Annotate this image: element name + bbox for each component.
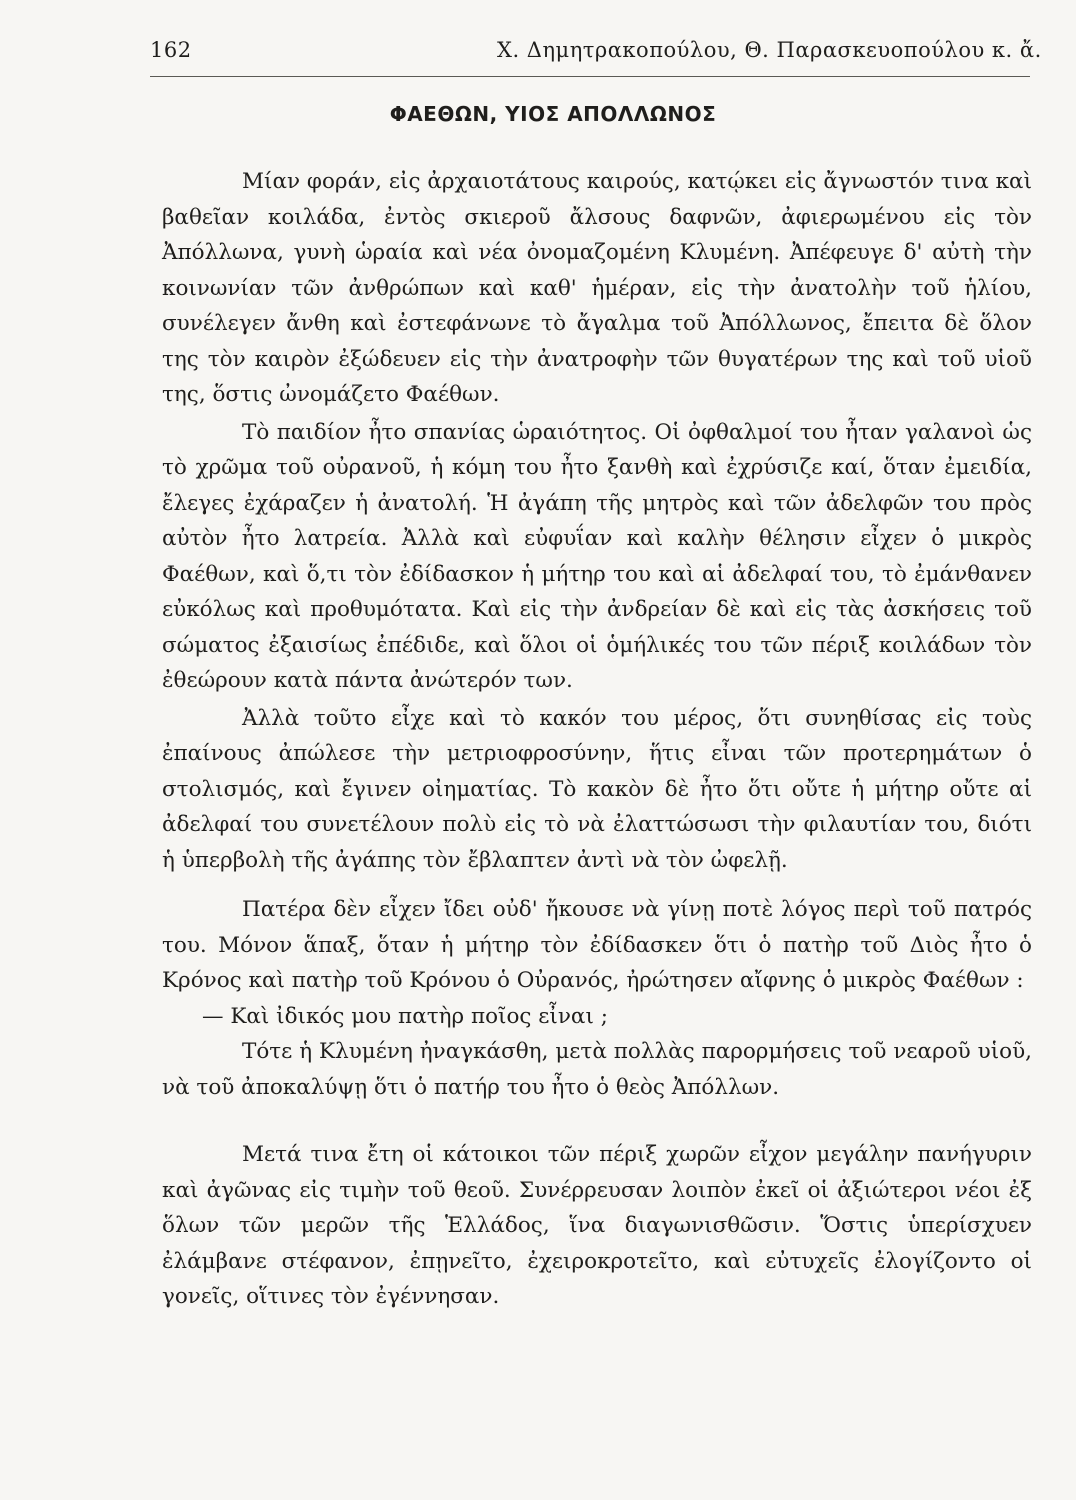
- body-text: [162, 164, 1032, 1315]
- running-head: [150, 38, 1042, 74]
- paragraph: Μίαν φοράν, εἰς ἀρχαιοτάτους καιρούς, κατῴκει εἰς ἄγνωστόν τινα καὶ βαθεῖαν κοιλάδα, ἐντὸς σκιεροῦ ἄλσους δαφνῶν, ἀφιερωμένου εἰς τὸν Ἀπόλλωνα, γυνὴ ὡραία καὶ νέα ὀνομαζομένη Κλυμένη. Ἀπέφευγε δ' αὐτὴ τὴν κοινωνίαν τῶν ἀνθρώπων καὶ καθ' ἡμέραν, εἰς τὴν ἀνατολὴν τοῦ ἡλίου, συνέλεγεν ἄνθη καὶ ἐστεφάνωνε τὸ ἄγαλμα τοῦ Ἀπόλλωνος, ἔπειτα δὲ ὅλον της τὸν καιρὸν ἐξώδευεν εἰς τὴν ἀνατροφὴν τῶν θυγατέρων της καὶ τοῦ υἱοῦ της, ὅστις ὠνομάζετο Φαέθων.: [162, 169, 1032, 407]
- paragraph: Ἀλλὰ τοῦτο εἶχε καὶ τὸ κακόν του μέρος, ὅτι συνηθίσας εἰς τοὺς ἐπαίνους ἀπώλεσε τὴν μετριοφροσύνην, ἥτις εἶναι τῶν προτερημάτων ὁ στολισμός, καὶ ἔγινεν οἰηματίας. Τὸ κακὸν δὲ ἦτο ὅτι οὔτε ἡ μήτηρ οὔτε αἱ ἀδελφαί του συνετέλουν πολὺ εἰς τὸ νὰ ἐλαττώσωσι τὴν φιλαυτίαν του, διότι ἡ ὑπερβολὴ τῆς ἀγάπης τὸν ἔβλαπτεν ἀντὶ νὰ τὸν ὠφελῇ.: [162, 705, 1032, 873]
- page-number: 162: [150, 38, 192, 62]
- paragraph: Τότε ἡ Κλυμένη ἠναγκάσθη, μετὰ πολλὰς παρορμήσεις τοῦ νεαροῦ υἱοῦ, νὰ τοῦ ἀποκαλύψῃ ὅτι ὁ πατήρ του ἦτο ὁ θεὸς Ἀπόλλων.: [162, 1039, 1032, 1100]
- running-head-title: Χ. Δημητρακοπούλου, Θ. Παρασκευοπούλου κ. ἄ.: [497, 38, 1042, 62]
- dialogue-line: — Καὶ ἰδικός μου πατὴρ ποῖος εἶναι ;: [202, 1003, 608, 1029]
- paragraph: Τὸ παιδίον ἦτο σπανίας ὡραιότητος. Οἱ ὀφθαλμοί του ἦταν γαλανοὶ ὡς τὸ χρῶμα τοῦ οὐρανοῦ, ἡ κόμη του ἦτο ξανθὴ καὶ ἐχρύσιζε καί, ὅταν ἐμειδία, ἔλεγες ἐχάραζεν ἡ ἀνατολή. Ἡ ἀγάπη τῆς μητρὸς καὶ τῶν ἀδελφῶν του πρὸς αὐτὸν ἦτο λατρεία. Ἀλλὰ καὶ εὐφυΐαν καὶ καλὴν θέλησιν εἶχεν ὁ μικρὸς Φαέθων, καὶ ὅ,τι τὸν ἐδίδασκον ἡ μήτηρ του καὶ αἱ ἀδελφαί του, τὸ ἐμάνθανεν εὐκόλως καὶ προθυμότατα. Καὶ εἰς τὴν ἀνδρείαν δὲ καὶ εἰς τὰς ἀσκήσεις τοῦ σώματος ἐξαισίως ἐπέδιδε, καὶ ὅλοι οἱ ὁμήλικές του τῶν πέριξ κοιλάδων τὸν ἐθεώρουν κατὰ πάντα ἀνώτερόν των.: [162, 419, 1032, 693]
- chapter-title: ΦΑΕΘΩΝ, ΥΙΟΣ ΑΠΟΛΛΩΝΟΣ: [389, 102, 717, 126]
- paragraph: Πατέρα δὲν εἶχεν ἴδει οὐδ' ἤκουσε νὰ γίνῃ ποτὲ λόγος περὶ τοῦ πατρός του. Μόνον ἅπαξ, ὅταν ἡ μήτηρ τὸν ἐδίδασκεν ὅτι ὁ πατὴρ τοῦ Διὸς ἦτο ὁ Κρόνος καὶ πατὴρ τοῦ Κρόνου ὁ Οὐρανός, ἠρώτησεν αἴφνης ὁ μικρὸς Φαέθων :: [162, 897, 1032, 993]
- header-rule: [150, 76, 1030, 77]
- paragraph: Μετά τινα ἔτη οἱ κάτοικοι τῶν πέριξ χωρῶν εἶχον μεγάλην πανήγυριν καὶ ἀγῶνας εἰς τιμὴν τοῦ θεοῦ. Συνέρρευσαν λοιπὸν ἐκεῖ οἱ ἀξιώτεροι νέοι ἐξ ὅλων τῶν μερῶν τῆς Ἑλλάδος, ἵνα διαγωνισθῶσιν. Ὅστις ὑπερίσχυεν ἐλάμβανε στέφανον, ἐπῃνεῖτο, ἐχειροκροτεῖτο, καὶ εὐτυχεῖς ἐλογίζοντο οἱ γονεῖς, οἵτινες τὸν ἐγέννησαν.: [162, 1142, 1032, 1309]
